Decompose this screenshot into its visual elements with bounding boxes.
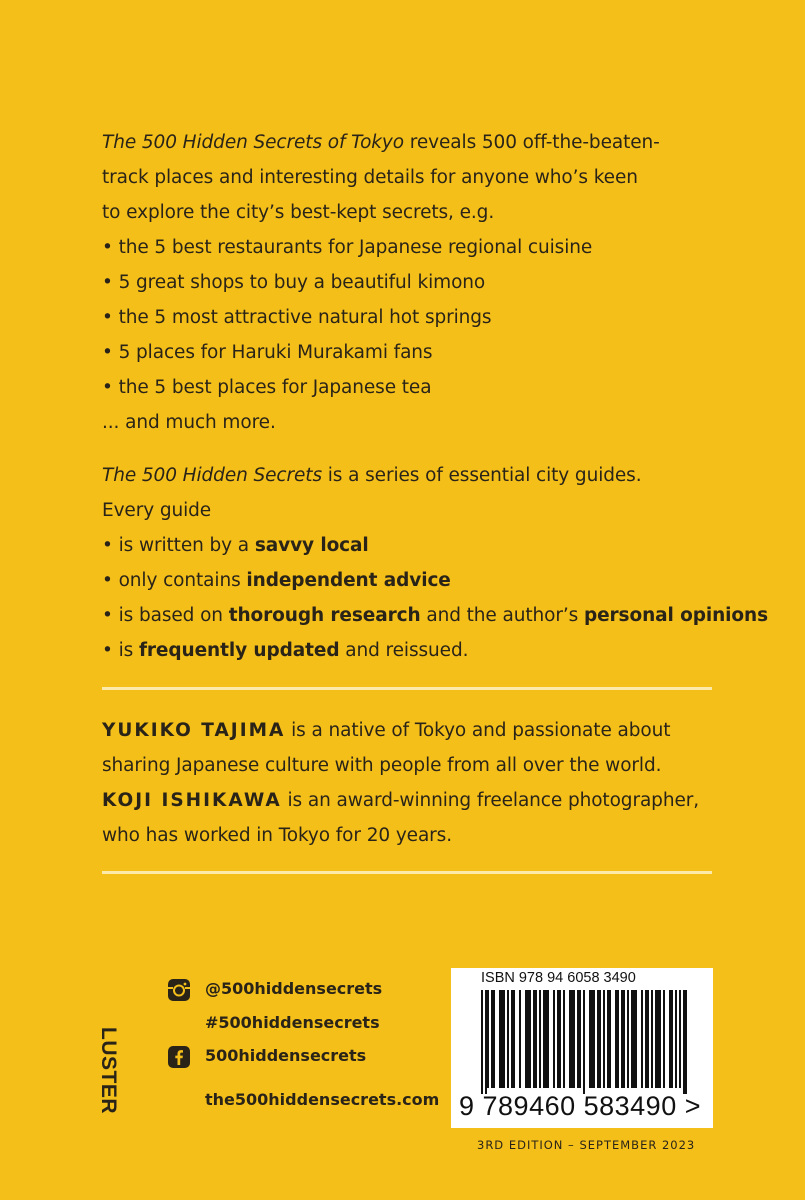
facebook-icon <box>167 1045 191 1073</box>
facebook-handle[interactable]: 500hiddensecrets <box>205 1046 367 1065</box>
barcode-bar <box>589 990 591 1088</box>
intro-section <box>102 125 742 440</box>
barcode-bar <box>535 990 537 1088</box>
list-item: • the 5 best places for Japanese tea <box>102 377 432 398</box>
barcode-bar <box>627 990 629 1088</box>
barcode-bar <box>579 990 581 1088</box>
barcode-bar <box>599 990 601 1088</box>
list-bold: frequently updated <box>138 640 340 661</box>
barcode-bar <box>657 990 659 1088</box>
list-text: and the author’s <box>420 605 584 626</box>
barcode-bar <box>621 990 623 1088</box>
barcode-bar <box>679 990 681 1088</box>
barcode-bar <box>519 990 521 1088</box>
author-1-line-1 <box>102 713 742 748</box>
series-text: is a series of essential city guides. <box>321 465 642 486</box>
author-1-name: YUKIKO TAJIMA <box>102 720 286 741</box>
isbn-label: ISBN 978 94 6058 3490 <box>481 970 636 986</box>
barcode-bar <box>501 990 503 1088</box>
barcode-bar <box>543 990 545 1088</box>
list-bold: personal opinions <box>583 605 769 626</box>
author-1-line-2: sharing Japanese culture with people from all over the world. <box>102 755 662 776</box>
barcode-bar <box>511 990 513 1088</box>
author-text: is a native of Tokyo and passionate about <box>285 720 671 741</box>
barcode-bar <box>623 990 625 1088</box>
hashtag[interactable]: #500hiddensecrets <box>205 1013 380 1032</box>
series-title: The 500 Hidden Secrets <box>102 465 322 486</box>
barcode-bar <box>559 990 561 1088</box>
list-item <box>102 633 742 668</box>
barcode-bar <box>491 990 493 1088</box>
barcode-bar <box>635 990 637 1088</box>
barcode-bar <box>527 990 529 1088</box>
list-bold: savvy local <box>254 535 369 556</box>
barcode-bar <box>557 990 559 1088</box>
barcode-bar <box>533 990 535 1088</box>
barcode-bar <box>593 990 595 1088</box>
list-text: and reissued. <box>339 640 469 661</box>
divider <box>102 871 712 874</box>
barcode-bar <box>669 990 671 1088</box>
instagram-handle[interactable]: @500hiddensecrets <box>205 979 383 998</box>
book-title: The 500 Hidden Secrets of Tokyo <box>102 132 404 153</box>
barcode-bar <box>633 990 635 1088</box>
barcode-bar <box>675 990 677 1088</box>
list-item <box>102 598 769 633</box>
barcode-bar <box>609 990 611 1088</box>
authors-section <box>102 713 742 853</box>
list-item: • 5 great shops to buy a beautiful kimono <box>102 272 486 293</box>
barcode-bar <box>641 990 643 1088</box>
barcode-bar <box>663 990 665 1088</box>
intro-more: ... and much more. <box>102 412 276 433</box>
divider <box>102 687 712 690</box>
list-item <box>102 563 742 598</box>
series-line-1 <box>102 458 742 493</box>
barcode-bar <box>481 990 483 1094</box>
barcode-bar <box>499 990 501 1088</box>
barcode <box>451 968 713 1128</box>
barcode-bar <box>631 990 633 1088</box>
list-item: • the 5 most attractive natural hot springs <box>102 307 492 328</box>
list-bold: thorough research <box>228 605 421 626</box>
barcode-bar <box>683 990 685 1094</box>
barcode-bar <box>615 990 617 1088</box>
barcode-bar <box>507 990 509 1088</box>
intro-line-1 <box>102 125 742 160</box>
barcode-bar <box>571 990 573 1088</box>
barcode-bar <box>547 990 549 1088</box>
barcode-bar <box>583 990 585 1094</box>
barcode-bar <box>545 990 547 1088</box>
barcode-bar <box>525 990 527 1088</box>
list-text: • is based on <box>102 605 229 626</box>
series-section <box>102 458 769 668</box>
barcode-bar <box>671 990 673 1088</box>
barcode-bar <box>569 990 571 1088</box>
barcode-bar <box>503 990 505 1088</box>
barcode-bar <box>539 990 541 1088</box>
barcode-bar <box>645 990 647 1088</box>
list-item: • the 5 best restaurants for Japanese regional cuisine <box>102 237 593 258</box>
barcode-bar <box>577 990 579 1088</box>
barcode-bar <box>655 990 657 1088</box>
barcode-bar <box>617 990 619 1088</box>
author-text: is an award-winning freelance photographer, <box>281 790 700 811</box>
barcode-bar <box>563 990 565 1088</box>
barcode-bar <box>659 990 661 1088</box>
barcode-bar <box>651 990 653 1088</box>
publisher-logo: LUSTER <box>97 1027 120 1114</box>
barcode-bar <box>485 990 487 1094</box>
barcode-bar <box>487 990 489 1088</box>
barcode-bar <box>597 990 599 1088</box>
list-item: • 5 places for Haruki Murakami fans <box>102 342 433 363</box>
barcode-bar <box>573 990 575 1088</box>
website-link[interactable]: the500hiddensecrets.com <box>205 1090 440 1109</box>
barcode-bar <box>553 990 555 1088</box>
author-2-line-1 <box>102 783 742 818</box>
instagram-icon <box>167 978 191 1006</box>
edition-note: 3RD EDITION – SEPTEMBER 2023 <box>477 1138 696 1152</box>
barcode-digits: 9 789460 583490 > <box>459 1091 701 1121</box>
barcode-bar <box>513 990 515 1088</box>
series-line-2: Every guide <box>102 500 212 521</box>
list-text: • is written by a <box>102 535 255 556</box>
barcode-bar <box>607 990 609 1088</box>
list-bold: independent advice <box>246 570 451 591</box>
intro-line-2: track places and interesting details for anyone who’s keen <box>102 167 638 188</box>
barcode-bar <box>603 990 605 1088</box>
barcode-bar <box>529 990 531 1088</box>
barcode-bar <box>591 990 593 1088</box>
intro-line-3: to explore the city’s best-kept secrets, e.g. <box>102 202 495 223</box>
barcode-bar <box>647 990 649 1088</box>
author-2-name: KOJI ISHIKAWA <box>102 790 282 811</box>
author-2-line-2: who has worked in Tokyo for 20 years. <box>102 825 453 846</box>
barcode-bar <box>685 990 687 1094</box>
intro-text: reveals 500 off-the-beaten- <box>404 132 660 153</box>
list-text: • is <box>102 640 139 661</box>
list-item <box>102 528 742 563</box>
list-text: • only contains <box>102 570 247 591</box>
barcode-bar <box>493 990 495 1088</box>
